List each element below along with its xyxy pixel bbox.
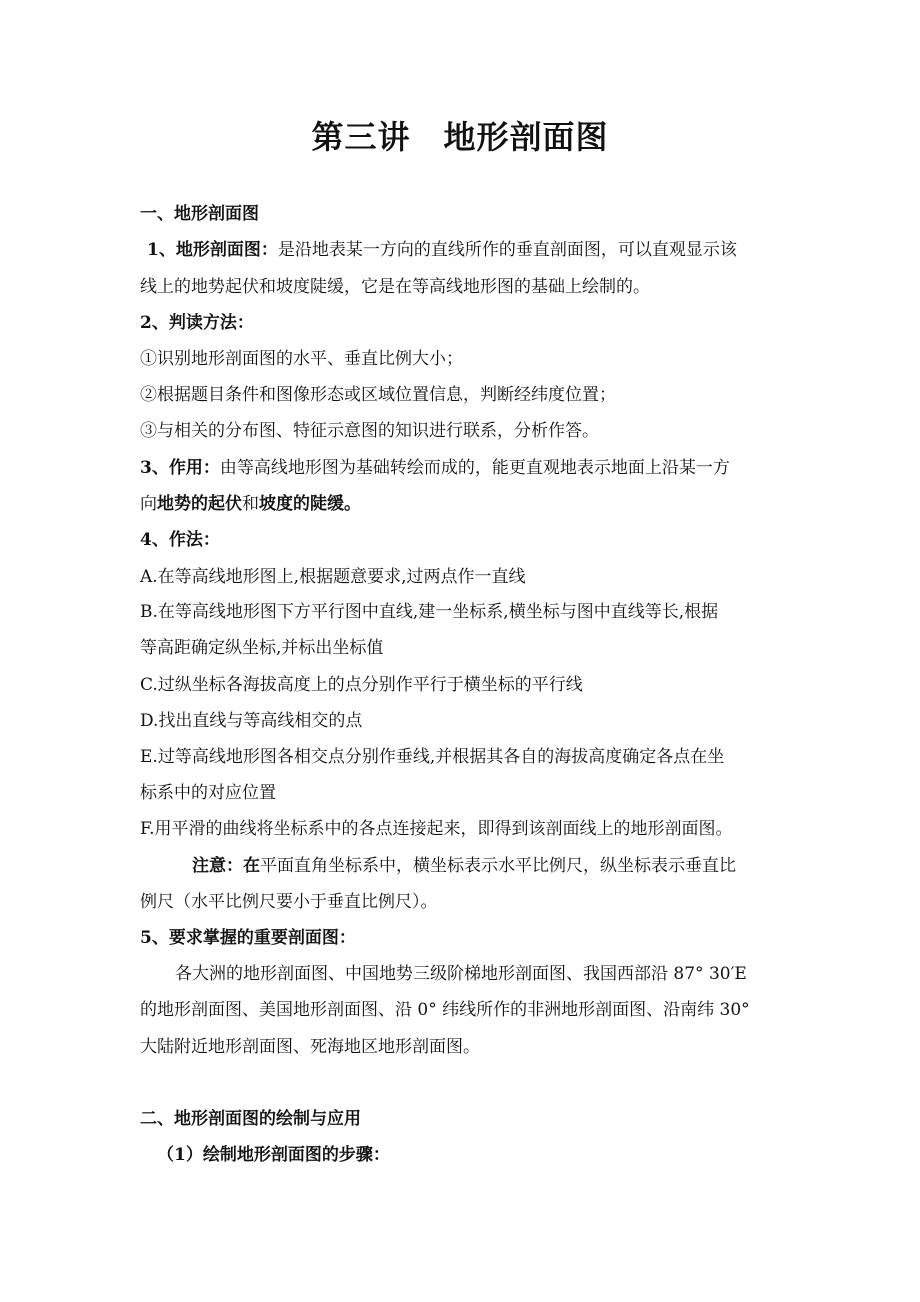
method-step-b-1: B.在等高线地形图下方平行图中直线,建一坐标系,横坐标与图中直线等长,根据: [140, 602, 719, 622]
definition-line-1: [147, 238, 737, 262]
method-step-e-2: 标系中的对应位置: [140, 783, 276, 803]
reading-method-item-1: ①识别地形剖面图的水平、垂直比例大小；: [140, 349, 463, 369]
function-label: 3、作用：: [140, 458, 220, 478]
definition-line-2: 线上的地势起伏和坡度陡缓，它是在等高线地形图的基础上绘制的。: [140, 277, 650, 297]
note-text-1: 平面直角坐标系中，横坐标表示水平比例尺，纵坐标表示垂直比: [260, 856, 736, 876]
function-text-2c: 和: [242, 494, 259, 514]
important-profiles-heading: 5、要求掌握的重要剖面图：: [140, 928, 356, 948]
function-text-2a: 向: [140, 494, 157, 514]
important-profiles-line-2: 的地形剖面图、美国地形剖面图、沿 0° 纬线所作的非洲地形剖面图、沿南纬 30°: [140, 1000, 750, 1020]
definition-label: 1、地形剖面图：: [147, 240, 278, 260]
function-text-2d: 坡度的陡缓。: [259, 494, 361, 514]
reading-method-heading: 2、判读方法：: [140, 313, 254, 333]
method-step-c: C.过纵坐标各海拔高度上的点分别作平行于横坐标的平行线: [140, 675, 583, 695]
method-step-a: A.在等高线地形图上,根据题意要求,过两点作一直线: [140, 567, 526, 587]
definition-text-1: 是沿地表某一方向的直线所作的垂直剖面图，可以直观显示该: [277, 240, 737, 260]
function-line-2: [140, 492, 361, 516]
reading-method-item-3: ③与相关的分布图、特征示意图的知识进行联系，分析作答。: [140, 421, 599, 441]
page-title: 第三讲 地形剖面图: [311, 118, 609, 156]
method-step-e-1: E.过等高线地形图各相交点分别作垂线,并根据其各自的海拔高度确定各点在坐: [140, 747, 725, 767]
important-profiles-line-1: 各大洲的地形剖面图、中国地势三级阶梯地形剖面图、我国西部沿 87° 30′E: [175, 964, 747, 984]
note-line-2: 例尺（水平比例尺要小于垂直比例尺）。: [140, 892, 438, 912]
important-profiles-line-3: 大陆附近地形剖面图、死海地区地形剖面图。: [140, 1037, 480, 1057]
function-text-1: 由等高线地形图为基础转绘而成的，能更直观地表示地面上沿某一方: [219, 458, 730, 478]
method-heading: 4、作法：: [140, 530, 220, 550]
method-step-d: D.找出直线与等高线相交的点: [140, 711, 363, 731]
note-line-1: [192, 854, 736, 878]
section-1-heading: 一、地形剖面图: [140, 204, 259, 224]
function-line-1: [140, 456, 730, 480]
note-label: 注意：在: [192, 856, 260, 876]
reading-method-item-2: ②根据题目条件和图像形态或区域位置信息，判断经纬度位置；: [140, 385, 616, 405]
section-2-heading: 二、地形剖面图的绘制与应用: [140, 1109, 361, 1129]
function-text-2b: 地势的起伏: [157, 494, 242, 514]
section-2-subheading: （1）绘制地形剖面图的步骤：: [157, 1145, 390, 1165]
method-step-b-2: 等高距确定纵坐标,并标出坐标值: [140, 638, 384, 658]
method-step-f: F.用平滑的曲线将坐标系中的各点连接起来，即得到该剖面线上的地形剖面图。: [140, 819, 733, 839]
